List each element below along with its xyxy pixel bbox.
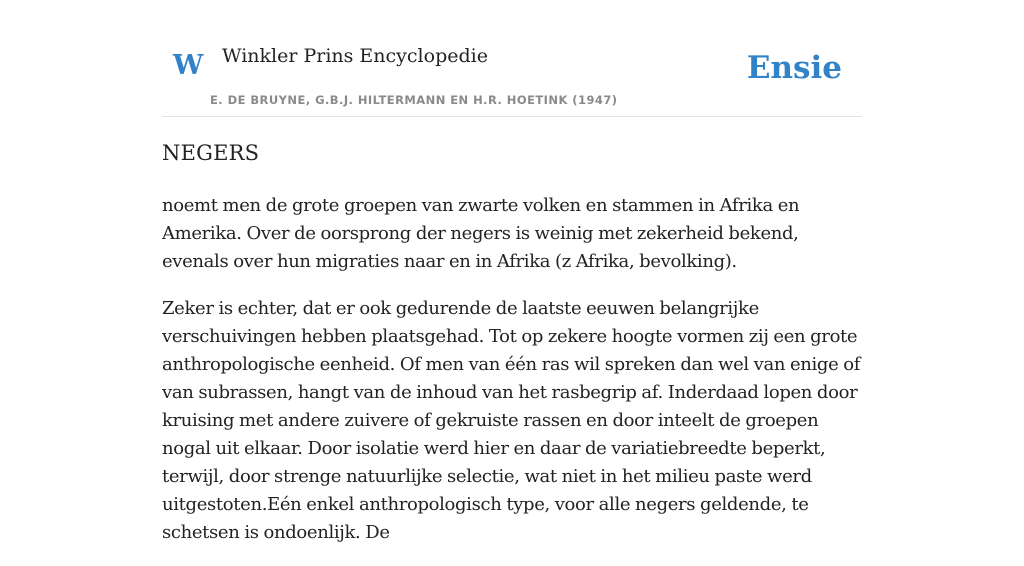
paragraph-1: noemt men de grote groepen van zwarte volken en stammen in Afrika en Amerika. Over de oorsprong der negers is weinig met zekerheid bekend, evenals over hun migraties naar en in Afrika (z Afrika, bevolking). — [162, 195, 800, 272]
source-title[interactable]: Winkler Prins Encyclopedie — [222, 45, 488, 67]
article-container — [162, 0, 862, 543]
paragraph-2: Zeker is echter, dat er ook gedurende de laatste eeuwen belangrijke verschuivingen hebben plaatsgehad. Tot op zekere hoogte vormen zij een grote anthropologische eenheid. Of men van één ras wil spreken dan wel van enige of van subrassen, hangt van de inhoud van het rasbegrip af. Inderdaad lopen door kruising met andere zuivere of gekruiste rassen en door inteelt de groepen nogal uit elkaar. Door isolatie werd hier en daar de variatiebreedte beperkt, terwijl, door strenge natuurlijke selectie, wat niet in het milieu paste werd uitgestoten.Eén enkel anthropologisch type, voor alle negers geldende, te schetsen is ondoenlijk. De — [162, 298, 861, 543]
winkler-prins-logo-icon[interactable]: W — [173, 50, 204, 81]
source-authors: E. DE BRUYNE, G.B.J. HILTERMANN EN H.R. HOETINK (1947) — [210, 93, 618, 107]
entry-title: NEGERS — [162, 141, 260, 165]
header — [162, 0, 862, 117]
entry-body — [162, 192, 862, 566]
ensie-logo[interactable]: Ensie — [746, 50, 842, 86]
